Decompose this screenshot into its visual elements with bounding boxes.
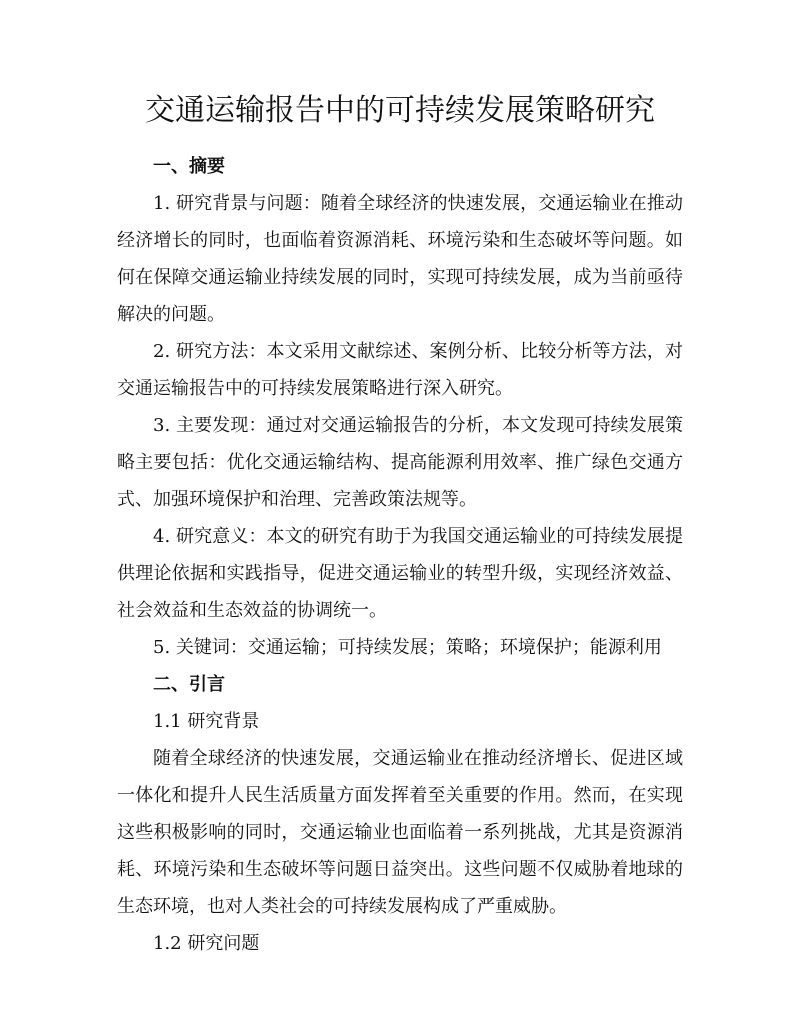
abstract-keywords: 5. 关键词：交通运输；可持续发展；策略；环境保护；能源利用	[153, 637, 662, 658]
abstract-item-2: 2. 研究方法：本文采用文献综述、案例分析、比较分析等方法，对交通运输报告中的可持续发展策略进行深入研究。	[117, 341, 683, 399]
document-title: 交通运输报告中的可持续发展策略研究	[145, 93, 655, 128]
abstract-heading: 一、摘要	[153, 156, 225, 177]
abstract-item-4: 4. 研究意义：本文的研究有助于为我国交通运输业的可持续发展提供理论依据和实践指导，促进交通运输业的转型升级，实现经济效益、社会效益和生态效益的协调统一。	[117, 526, 683, 621]
subsection-heading-background: 1.1 研究背景	[153, 711, 260, 732]
subsection-heading-research-question: 1.2 研究问题	[153, 933, 260, 954]
abstract-item-3: 3. 主要发现：通过对交通运输报告的分析，本文发现可持续发展策略主要包括：优化交通运输结构、提高能源利用效率、推广绿色交通方式、加强环境保护和治理、完善政策法规等。	[117, 415, 683, 510]
introduction-heading: 二、引言	[153, 674, 225, 695]
background-paragraph: 随着全球经济的快速发展，交通运输业在推动经济增长、促进区域一体化和提升人民生活质量方面发挥着至关重要的作用。然而，在实现这些积极影响的同时，交通运输业也面临着一系列挑战，尤其是资源消耗、环境污染和生态破坏等问题日益突出。这些问题不仅威胁着地球的生态环境，也对人类社会的可持续发展构成了严重威胁。	[117, 748, 683, 917]
document-page	[117, 86, 683, 962]
abstract-item-1: 1. 研究背景与问题：随着全球经济的快速发展，交通运输业在推动经济增长的同时，也面临着资源消耗、环境污染和生态破坏等问题。如何在保障交通运输业持续发展的同时，实现可持续发展，成为当前亟待解决的问题。	[117, 193, 683, 325]
